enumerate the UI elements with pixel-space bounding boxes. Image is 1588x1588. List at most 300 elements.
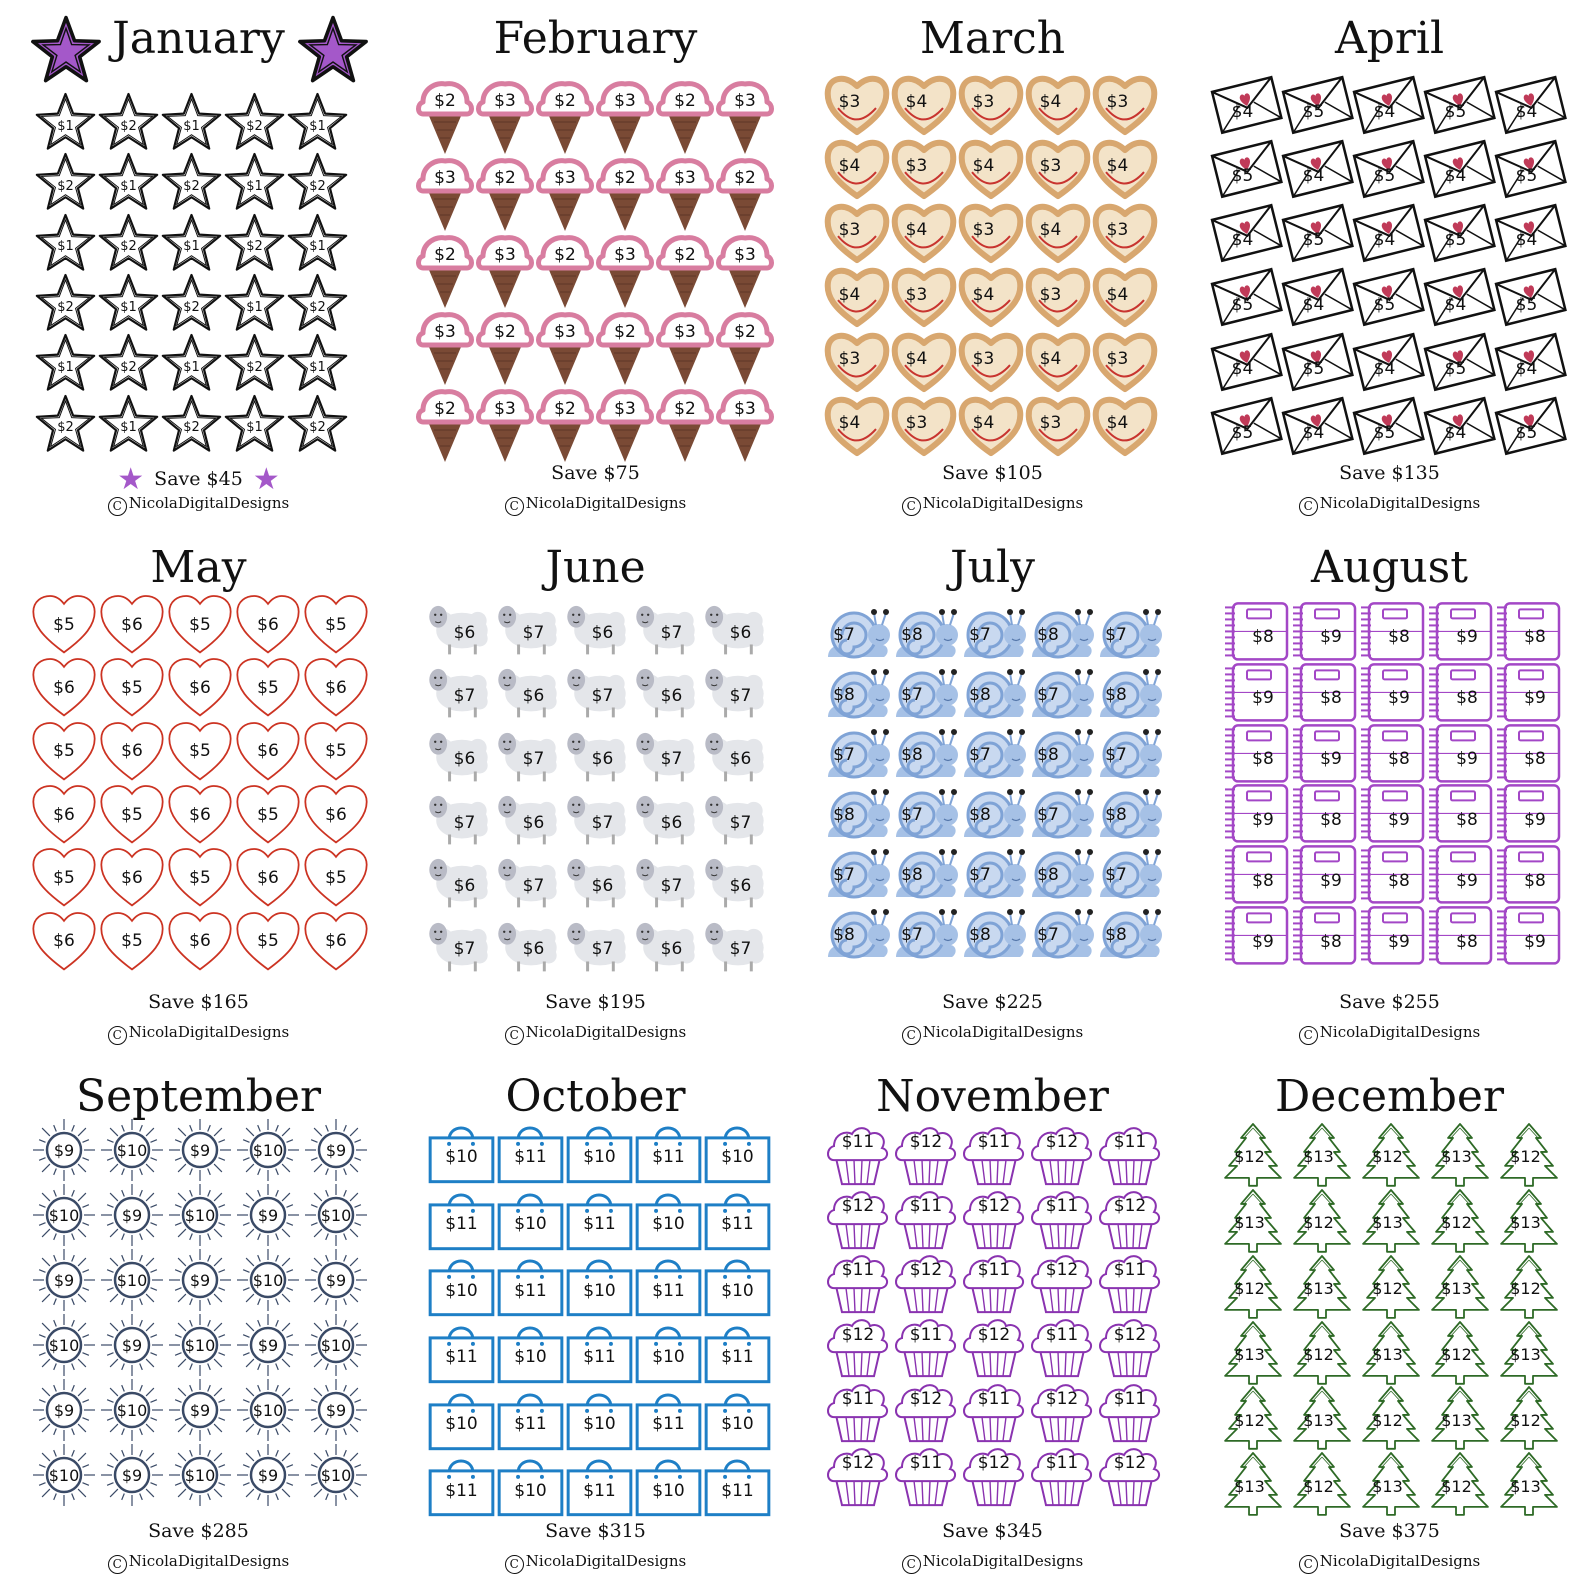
envelope-tracker-cell[interactable] [1424,72,1495,136]
sheep-tracker-cell[interactable] [560,848,629,911]
bag-tracker-cell[interactable] [496,1385,565,1452]
tree-tracker-cell[interactable] [1219,1122,1288,1188]
heart-tracker-cell[interactable] [98,910,166,973]
snail-tracker-cell[interactable] [892,605,960,665]
sun-tracker-cell[interactable] [234,1378,302,1443]
icecream-tracker-cell[interactable] [535,78,595,155]
snail-tracker-cell[interactable] [1028,725,1096,785]
cupcake-tracker-cell[interactable] [892,1250,960,1314]
notebook-tracker-cell[interactable] [1427,844,1495,905]
snail-tracker-cell[interactable] [1096,665,1164,725]
heartcookie-tracker-cell[interactable] [1025,136,1092,200]
bag-tracker-cell[interactable] [634,1451,703,1518]
bag-tracker-cell[interactable] [565,1185,634,1252]
cupcake-tracker-cell[interactable] [960,1379,1028,1443]
tree-tracker-cell[interactable] [1357,1320,1426,1386]
notebook-tracker-cell[interactable] [1291,844,1359,905]
envelope-tracker-cell[interactable] [1495,264,1566,328]
envelope-tracker-cell[interactable] [1282,329,1353,393]
heart-tracker-cell[interactable] [166,656,234,719]
tree-tracker-cell[interactable] [1357,1385,1426,1451]
tree-tracker-cell[interactable] [1288,1122,1357,1188]
tree-tracker-cell[interactable] [1426,1188,1495,1254]
tree-tracker-cell[interactable] [1288,1254,1357,1320]
cupcake-tracker-cell[interactable] [892,1186,960,1250]
cupcake-tracker-cell[interactable] [1096,1443,1164,1507]
heartcookie-tracker-cell[interactable] [891,72,958,136]
sheep-tracker-cell[interactable] [491,722,560,785]
snail-tracker-cell[interactable] [960,905,1028,965]
bag-tracker-cell[interactable] [427,1385,496,1452]
sun-tracker-cell[interactable] [30,1248,98,1313]
sheep-tracker-cell[interactable] [698,722,767,785]
snail-tracker-cell[interactable] [1096,845,1164,905]
star-tracker-cell[interactable] [160,333,223,393]
bag-tracker-cell[interactable] [565,1118,634,1185]
sun-tracker-cell[interactable] [234,1183,302,1248]
heartcookie-tracker-cell[interactable] [1025,72,1092,136]
cupcake-tracker-cell[interactable] [1028,1186,1096,1250]
icecream-tracker-cell[interactable] [595,78,655,155]
icecream-tracker-cell[interactable] [535,309,595,386]
cupcake-tracker-cell[interactable] [1028,1314,1096,1378]
bag-tracker-cell[interactable] [703,1118,772,1185]
icecream-tracker-cell[interactable] [655,309,715,386]
star-tracker-cell[interactable] [97,333,160,393]
icecream-tracker-cell[interactable] [595,309,655,386]
heart-tracker-cell[interactable] [166,593,234,656]
sun-tracker-cell[interactable] [302,1248,370,1313]
bag-tracker-cell[interactable] [427,1118,496,1185]
sun-tracker-cell[interactable] [30,1443,98,1508]
sheep-tracker-cell[interactable] [422,722,491,785]
icecream-tracker-cell[interactable] [655,78,715,155]
sheep-tracker-cell[interactable] [422,658,491,721]
heartcookie-tracker-cell[interactable] [824,72,891,136]
notebook-tracker-cell[interactable] [1223,723,1291,784]
icecream-tracker-cell[interactable] [475,232,535,309]
tree-tracker-cell[interactable] [1426,1385,1495,1451]
sheep-tracker-cell[interactable] [560,658,629,721]
heartcookie-tracker-cell[interactable] [891,200,958,264]
sun-tracker-cell[interactable] [234,1118,302,1183]
notebook-tracker-cell[interactable] [1291,783,1359,844]
heart-tracker-cell[interactable] [166,783,234,846]
icecream-tracker-cell[interactable] [475,309,535,386]
heart-tracker-cell[interactable] [302,720,370,783]
snail-tracker-cell[interactable] [824,845,892,905]
envelope-tracker-cell[interactable] [1353,264,1424,328]
envelope-tracker-cell[interactable] [1211,72,1282,136]
sun-tracker-cell[interactable] [302,1183,370,1248]
bag-tracker-cell[interactable] [634,1318,703,1385]
tree-tracker-cell[interactable] [1288,1451,1357,1517]
heart-tracker-cell[interactable] [30,910,98,973]
snail-tracker-cell[interactable] [824,725,892,785]
sun-tracker-cell[interactable] [98,1118,166,1183]
notebook-tracker-cell[interactable] [1495,783,1563,844]
envelope-tracker-cell[interactable] [1353,200,1424,264]
sheep-tracker-cell[interactable] [698,912,767,975]
tree-tracker-cell[interactable] [1495,1385,1564,1451]
heart-tracker-cell[interactable] [30,593,98,656]
cupcake-tracker-cell[interactable] [1096,1122,1164,1186]
envelope-tracker-cell[interactable] [1495,329,1566,393]
sheep-tracker-cell[interactable] [629,658,698,721]
notebook-tracker-cell[interactable] [1291,723,1359,784]
icecream-tracker-cell[interactable] [655,386,715,463]
envelope-tracker-cell[interactable] [1424,200,1495,264]
icecream-tracker-cell[interactable] [415,155,475,232]
sheep-tracker-cell[interactable] [698,658,767,721]
notebook-tracker-cell[interactable] [1495,905,1563,966]
envelope-tracker-cell[interactable] [1424,329,1495,393]
snail-tracker-cell[interactable] [960,725,1028,785]
icecream-tracker-cell[interactable] [595,155,655,232]
notebook-tracker-cell[interactable] [1427,905,1495,966]
sheep-tracker-cell[interactable] [629,912,698,975]
envelope-tracker-cell[interactable] [1211,393,1282,457]
star-tracker-cell[interactable] [34,273,97,333]
heart-tracker-cell[interactable] [98,720,166,783]
heartcookie-tracker-cell[interactable] [891,329,958,393]
sheep-tracker-cell[interactable] [491,595,560,658]
star-tracker-cell[interactable] [160,92,223,152]
sun-tracker-cell[interactable] [166,1313,234,1378]
bag-tracker-cell[interactable] [565,1451,634,1518]
tree-tracker-cell[interactable] [1219,1385,1288,1451]
envelope-tracker-cell[interactable] [1211,329,1282,393]
star-tracker-cell[interactable] [97,213,160,273]
star-tracker-cell[interactable] [286,152,349,212]
sheep-tracker-cell[interactable] [560,912,629,975]
heartcookie-tracker-cell[interactable] [958,264,1025,328]
notebook-tracker-cell[interactable] [1495,723,1563,784]
envelope-tracker-cell[interactable] [1353,329,1424,393]
envelope-tracker-cell[interactable] [1495,393,1566,457]
envelope-tracker-cell[interactable] [1353,72,1424,136]
star-tracker-cell[interactable] [34,152,97,212]
sun-tracker-cell[interactable] [98,1248,166,1313]
heart-tracker-cell[interactable] [234,720,302,783]
heart-tracker-cell[interactable] [302,910,370,973]
star-tracker-cell[interactable] [286,394,349,454]
tree-tracker-cell[interactable] [1495,1254,1564,1320]
snail-tracker-cell[interactable] [824,605,892,665]
snail-tracker-cell[interactable] [892,785,960,845]
notebook-tracker-cell[interactable] [1291,601,1359,662]
notebook-tracker-cell[interactable] [1427,783,1495,844]
snail-tracker-cell[interactable] [1096,605,1164,665]
star-tracker-cell[interactable] [223,213,286,273]
bag-tracker-cell[interactable] [565,1385,634,1452]
sheep-tracker-cell[interactable] [629,595,698,658]
bag-tracker-cell[interactable] [427,1451,496,1518]
sheep-tracker-cell[interactable] [491,785,560,848]
cupcake-tracker-cell[interactable] [1028,1250,1096,1314]
icecream-tracker-cell[interactable] [535,232,595,309]
tree-tracker-cell[interactable] [1219,1188,1288,1254]
sun-tracker-cell[interactable] [302,1118,370,1183]
notebook-tracker-cell[interactable] [1495,601,1563,662]
envelope-tracker-cell[interactable] [1424,393,1495,457]
icecream-tracker-cell[interactable] [715,155,775,232]
star-tracker-cell[interactable] [160,213,223,273]
heart-tracker-cell[interactable] [166,846,234,909]
snail-tracker-cell[interactable] [960,785,1028,845]
icecream-tracker-cell[interactable] [415,309,475,386]
snail-tracker-cell[interactable] [1096,725,1164,785]
cupcake-tracker-cell[interactable] [1028,1443,1096,1507]
heartcookie-tracker-cell[interactable] [824,136,891,200]
tree-tracker-cell[interactable] [1426,1254,1495,1320]
bag-tracker-cell[interactable] [496,1318,565,1385]
sun-tracker-cell[interactable] [30,1118,98,1183]
envelope-tracker-cell[interactable] [1211,264,1282,328]
sun-tracker-cell[interactable] [302,1313,370,1378]
heartcookie-tracker-cell[interactable] [958,72,1025,136]
icecream-tracker-cell[interactable] [715,386,775,463]
sheep-tracker-cell[interactable] [629,785,698,848]
envelope-tracker-cell[interactable] [1282,72,1353,136]
heart-tracker-cell[interactable] [302,656,370,719]
heart-tracker-cell[interactable] [302,846,370,909]
heartcookie-tracker-cell[interactable] [1092,393,1159,457]
tree-tracker-cell[interactable] [1219,1451,1288,1517]
envelope-tracker-cell[interactable] [1282,136,1353,200]
star-tracker-cell[interactable] [34,333,97,393]
cupcake-tracker-cell[interactable] [960,1443,1028,1507]
heartcookie-tracker-cell[interactable] [1025,393,1092,457]
star-tracker-cell[interactable] [34,92,97,152]
heart-tracker-cell[interactable] [234,593,302,656]
heart-tracker-cell[interactable] [234,656,302,719]
heartcookie-tracker-cell[interactable] [1025,200,1092,264]
sheep-tracker-cell[interactable] [491,912,560,975]
notebook-tracker-cell[interactable] [1291,905,1359,966]
tree-tracker-cell[interactable] [1426,1320,1495,1386]
sun-tracker-cell[interactable] [166,1248,234,1313]
sun-tracker-cell[interactable] [98,1313,166,1378]
sheep-tracker-cell[interactable] [422,785,491,848]
star-tracker-cell[interactable] [286,213,349,273]
cupcake-tracker-cell[interactable] [892,1122,960,1186]
cupcake-tracker-cell[interactable] [824,1314,892,1378]
bag-tracker-cell[interactable] [634,1251,703,1318]
heart-tracker-cell[interactable] [30,783,98,846]
heartcookie-tracker-cell[interactable] [891,136,958,200]
notebook-tracker-cell[interactable] [1291,662,1359,723]
notebook-tracker-cell[interactable] [1359,905,1427,966]
envelope-tracker-cell[interactable] [1282,264,1353,328]
sun-tracker-cell[interactable] [234,1313,302,1378]
icecream-tracker-cell[interactable] [595,232,655,309]
tree-tracker-cell[interactable] [1495,1188,1564,1254]
notebook-tracker-cell[interactable] [1427,662,1495,723]
icecream-tracker-cell[interactable] [535,155,595,232]
bag-tracker-cell[interactable] [703,1385,772,1452]
star-tracker-cell[interactable] [223,273,286,333]
icecream-tracker-cell[interactable] [415,78,475,155]
icecream-tracker-cell[interactable] [475,78,535,155]
star-tracker-cell[interactable] [97,273,160,333]
heartcookie-tracker-cell[interactable] [958,200,1025,264]
notebook-tracker-cell[interactable] [1223,601,1291,662]
sheep-tracker-cell[interactable] [629,848,698,911]
snail-tracker-cell[interactable] [892,725,960,785]
sun-tracker-cell[interactable] [166,1378,234,1443]
heart-tracker-cell[interactable] [166,910,234,973]
star-tracker-cell[interactable] [97,92,160,152]
tree-tracker-cell[interactable] [1495,1320,1564,1386]
icecream-tracker-cell[interactable] [655,155,715,232]
heart-tracker-cell[interactable] [98,656,166,719]
tree-tracker-cell[interactable] [1219,1320,1288,1386]
snail-tracker-cell[interactable] [960,845,1028,905]
heartcookie-tracker-cell[interactable] [891,393,958,457]
cupcake-tracker-cell[interactable] [1096,1314,1164,1378]
envelope-tracker-cell[interactable] [1495,136,1566,200]
sun-tracker-cell[interactable] [166,1118,234,1183]
cupcake-tracker-cell[interactable] [1096,1250,1164,1314]
sun-tracker-cell[interactable] [30,1378,98,1443]
envelope-tracker-cell[interactable] [1282,200,1353,264]
sun-tracker-cell[interactable] [30,1183,98,1248]
notebook-tracker-cell[interactable] [1427,723,1495,784]
heart-tracker-cell[interactable] [234,910,302,973]
notebook-tracker-cell[interactable] [1223,844,1291,905]
notebook-tracker-cell[interactable] [1223,783,1291,844]
tree-tracker-cell[interactable] [1288,1320,1357,1386]
heartcookie-tracker-cell[interactable] [1092,329,1159,393]
icecream-tracker-cell[interactable] [475,386,535,463]
cupcake-tracker-cell[interactable] [824,1250,892,1314]
star-tracker-cell[interactable] [34,213,97,273]
bag-tracker-cell[interactable] [634,1118,703,1185]
cupcake-tracker-cell[interactable] [824,1186,892,1250]
envelope-tracker-cell[interactable] [1495,200,1566,264]
heartcookie-tracker-cell[interactable] [1092,264,1159,328]
tree-tracker-cell[interactable] [1495,1122,1564,1188]
bag-tracker-cell[interactable] [634,1385,703,1452]
star-tracker-cell[interactable] [160,273,223,333]
snail-tracker-cell[interactable] [1096,785,1164,845]
bag-tracker-cell[interactable] [703,1251,772,1318]
snail-tracker-cell[interactable] [824,785,892,845]
notebook-tracker-cell[interactable] [1495,662,1563,723]
tree-tracker-cell[interactable] [1357,1254,1426,1320]
sheep-tracker-cell[interactable] [491,848,560,911]
snail-tracker-cell[interactable] [1096,905,1164,965]
cupcake-tracker-cell[interactable] [1028,1379,1096,1443]
heart-tracker-cell[interactable] [302,593,370,656]
star-tracker-cell[interactable] [160,152,223,212]
heart-tracker-cell[interactable] [166,720,234,783]
bag-tracker-cell[interactable] [703,1185,772,1252]
heartcookie-tracker-cell[interactable] [958,329,1025,393]
heartcookie-tracker-cell[interactable] [824,393,891,457]
icecream-tracker-cell[interactable] [475,155,535,232]
star-tracker-cell[interactable] [223,152,286,212]
notebook-tracker-cell[interactable] [1223,662,1291,723]
snail-tracker-cell[interactable] [892,905,960,965]
icecream-tracker-cell[interactable] [715,78,775,155]
notebook-tracker-cell[interactable] [1359,723,1427,784]
heartcookie-tracker-cell[interactable] [1092,200,1159,264]
sun-tracker-cell[interactable] [98,1443,166,1508]
icecream-tracker-cell[interactable] [415,386,475,463]
cupcake-tracker-cell[interactable] [824,1379,892,1443]
star-tracker-cell[interactable] [97,394,160,454]
star-tracker-cell[interactable] [223,394,286,454]
snail-tracker-cell[interactable] [892,665,960,725]
sun-tracker-cell[interactable] [98,1183,166,1248]
bag-tracker-cell[interactable] [565,1251,634,1318]
heartcookie-tracker-cell[interactable] [891,264,958,328]
heartcookie-tracker-cell[interactable] [1025,329,1092,393]
snail-tracker-cell[interactable] [1028,785,1096,845]
bag-tracker-cell[interactable] [703,1451,772,1518]
cupcake-tracker-cell[interactable] [1096,1379,1164,1443]
star-tracker-cell[interactable] [286,92,349,152]
notebook-tracker-cell[interactable] [1359,783,1427,844]
envelope-tracker-cell[interactable] [1353,136,1424,200]
sun-tracker-cell[interactable] [98,1378,166,1443]
sun-tracker-cell[interactable] [302,1378,370,1443]
cupcake-tracker-cell[interactable] [892,1443,960,1507]
heart-tracker-cell[interactable] [234,846,302,909]
bag-tracker-cell[interactable] [634,1185,703,1252]
sheep-tracker-cell[interactable] [560,785,629,848]
sheep-tracker-cell[interactable] [560,595,629,658]
envelope-tracker-cell[interactable] [1353,393,1424,457]
sun-tracker-cell[interactable] [234,1248,302,1313]
tree-tracker-cell[interactable] [1288,1188,1357,1254]
bag-tracker-cell[interactable] [427,1251,496,1318]
notebook-tracker-cell[interactable] [1495,844,1563,905]
sheep-tracker-cell[interactable] [422,595,491,658]
heartcookie-tracker-cell[interactable] [1092,72,1159,136]
star-tracker-cell[interactable] [97,152,160,212]
envelope-tracker-cell[interactable] [1211,200,1282,264]
heartcookie-tracker-cell[interactable] [958,393,1025,457]
bag-tracker-cell[interactable] [427,1318,496,1385]
cupcake-tracker-cell[interactable] [824,1443,892,1507]
cupcake-tracker-cell[interactable] [892,1379,960,1443]
sheep-tracker-cell[interactable] [629,722,698,785]
cupcake-tracker-cell[interactable] [824,1122,892,1186]
cupcake-tracker-cell[interactable] [960,1186,1028,1250]
envelope-tracker-cell[interactable] [1495,72,1566,136]
notebook-tracker-cell[interactable] [1359,844,1427,905]
star-tracker-cell[interactable] [223,333,286,393]
sheep-tracker-cell[interactable] [698,785,767,848]
icecream-tracker-cell[interactable] [655,232,715,309]
heart-tracker-cell[interactable] [30,846,98,909]
envelope-tracker-cell[interactable] [1424,264,1495,328]
icecream-tracker-cell[interactable] [715,232,775,309]
notebook-tracker-cell[interactable] [1427,601,1495,662]
icecream-tracker-cell[interactable] [715,309,775,386]
envelope-tracker-cell[interactable] [1211,136,1282,200]
heart-tracker-cell[interactable] [302,783,370,846]
notebook-tracker-cell[interactable] [1223,905,1291,966]
snail-tracker-cell[interactable] [824,665,892,725]
tree-tracker-cell[interactable] [1288,1385,1357,1451]
heartcookie-tracker-cell[interactable] [1092,136,1159,200]
heartcookie-tracker-cell[interactable] [824,264,891,328]
heart-tracker-cell[interactable] [30,720,98,783]
